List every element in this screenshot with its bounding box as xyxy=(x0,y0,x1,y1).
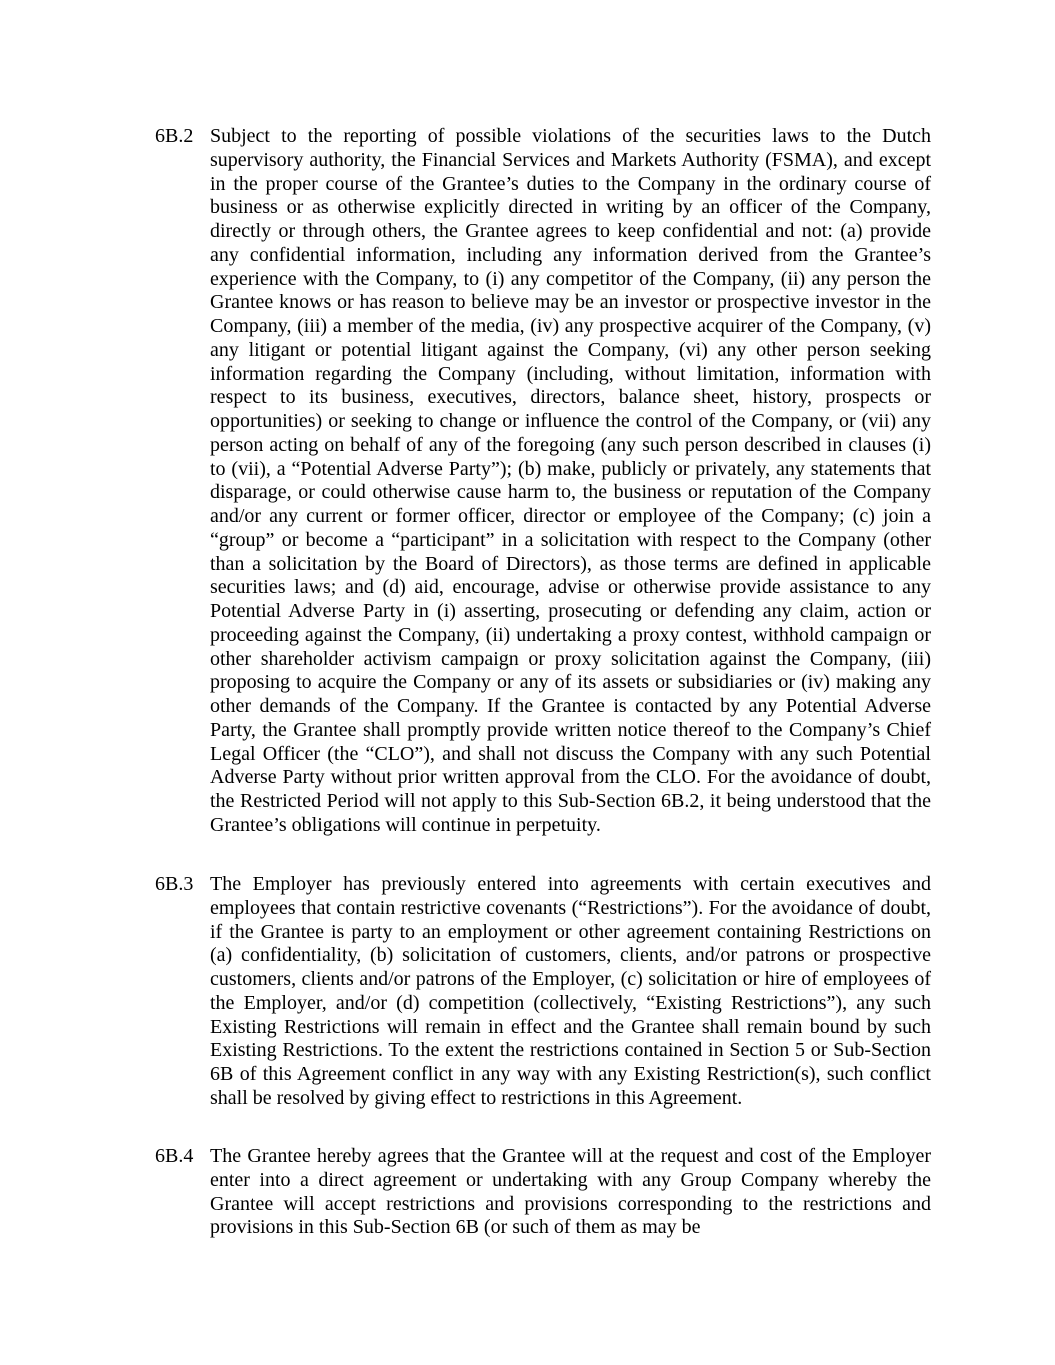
section-6b2 xyxy=(155,125,931,838)
section-number: 6B.4 xyxy=(155,1145,194,1167)
section-number: 6B.2 xyxy=(155,125,194,147)
section-text: The Grantee hereby agrees that the Grantee will at the request and cost of the Employer enter into a direct agreement or undertaking with any Group Company whereby the Grantee will accept restrictions and provisions corresponding to the restrictions and provisions in this Sub-Section 6B (or such of them as may be xyxy=(210,1145,931,1239)
section-text: Subject to the reporting of possible violations of the securities laws to the Dutch supervisory authority, the Financial Services and Markets Authority (FSMA), and except in the proper course of the Grantee’s duties to the Company in the ordinary course of business or as otherwise explicitly directed in writing by an officer of the Company, directly or through others, the Grantee agrees to keep confidential and not: (a) provide any confidential information, including any information derived from the Grantee’s experience with the Company, to (i) any competitor of the Company, (ii) any person the Grantee knows or has reason to believe may be an investor or prospective investor in the Company, (iii) a member of the media, (iv) any prospective acquirer of the Company, (v) any litigant or potential litigant against the Company, (vi) any other person seeking information regarding the Company (including, without limitation, information with respect to its business, executives, directors, balance sheet, history, prospects or opportunities) or seeking to change or influence the control of the Company, or (vii) any person acting on behalf of any of the foregoing (any such person described in clauses (i) to (vii), a “Potential Adverse Party”); (b) make, publicly or privately, any statements that disparage, or could otherwise cause harm to, the business or reputation of the Company and/or any current or former officer, director or employee of the Company; (c) join a “group” or become a “participant” in a solicitation with respect to the Company (other than a solicitation by the Board of Directors), as those terms are defined in applicable securities laws; and (d) aid, encourage, advise or otherwise provide assistance to any Potential Adverse Party in (i) asserting, prosecuting or defending any claim, action or proceeding against the Company, (ii) undertaking a proxy contest, withhold campaign or other shareholder activism campaign or proxy solicitation against the Company, (iii) proposing to acquire the Company or any of its assets or subsidiaries or (iv) making any other demands of the Company. If the Grantee is contacted by any Potential Adverse Party, the Grantee shall promptly provide written notice thereof to the Company’s Chief Legal Officer (the “CLO”), and shall not discuss the Company with any such Potential Adverse Party without prior written approval from the CLO. For the avoidance of doubt, the Restricted Period will not apply to this Sub-Section 6B.2, it being understood that the Grantee’s obligations will continue in perpetuity. xyxy=(210,125,931,836)
section-6b4 xyxy=(155,1145,931,1240)
section-6b3 xyxy=(155,873,931,1111)
section-text: The Employer has previously entered into agreements with certain executives and employees that contain restrictive covenants (“Restrictions”). For the avoidance of doubt, if the Grantee is party to an employment or other agreement containing Restrictions on (a) confidentiality, (b) solicitation of customers, clients, and/or patrons or prospective customers, clients and/or patrons of the Employer, (c) solicitation or hire of employees of the Employer, and/or (d) competition (collectively, “Existing Restrictions”), any such Existing Restrictions will remain in effect and the Grantee shall remain bound by such Existing Restrictions. To the extent the restrictions contained in Section 5 or Sub-Section 6B of this Agreement conflict in any way with any Existing Restriction(s), such conflict shall be resolved by giving effect to restrictions in this Agreement. xyxy=(210,873,931,1109)
section-number: 6B.3 xyxy=(155,873,194,895)
